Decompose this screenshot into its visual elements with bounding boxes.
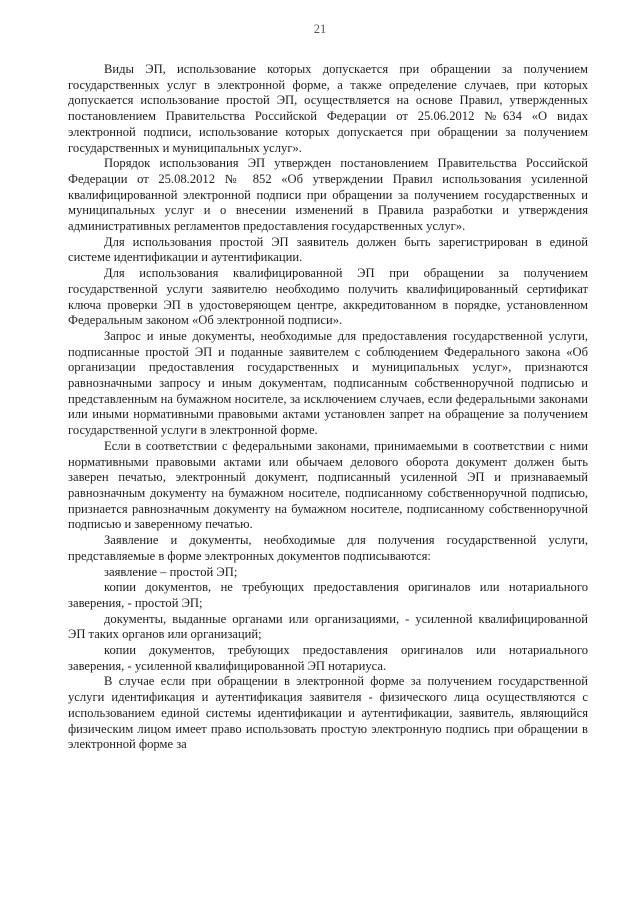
- paragraph-ep-procedure: Порядок использования ЭП утвержден постановлением Правительства Российской Федерации от 25.08.2012 № 852 «Об утверждении Правил использования усиленной квалифицированной электронной подписи при обращении за получением государственных и муниципальных услуг и о внесении изменений в Правила разработки и утверждения административных регламентов предоставления государственных услуг».: [68, 156, 588, 234]
- list-item-issued-documents: документы, выданные органами или организациями, - усиленной квалифицированной ЭП таких органов или организаций;: [68, 611, 588, 642]
- paragraph-ep-types: Виды ЭП, использование которых допускается при обращении за получением государственных услуг в электронной форме, а также определение случаев, при которых допускается использование простой ЭП, осуществляется на основе Правил, утвержденных постановлением Правительства Российской Федерации от 25.06.2012 №634 «О видах электронной подписи, использование которых допускается при обращении за получением государственных и муниципальных услуг».: [68, 62, 588, 155]
- paragraph-signing-intro: Заявление и документы, необходимые для получения государственной услуги, представляемые в форме электронных документов подписываются:: [68, 533, 588, 563]
- page-number: 21: [313, 22, 327, 36]
- paragraph-seal-requirement: Если в соответствии с федеральными законами, принимаемыми в соответствии с ними нормативными правовыми актами или обычаем делового оборота документ должен быть заверен печатью, электронный документ, подписанный усиленной ЭП и признаваемый равнозначным документу на бумажном носителе, подписанному собственноручной подписью, признается равнозначным документу на бумажном носителе, подписанному собственноручной подписью и заверенному печатью.: [68, 438, 588, 532]
- paragraph-identification: В случае если при обращении в электронной форме за получением государственной услуги идентификация и аутентификация заявителя - физического лица осуществляются с использованием единой системы идентификации и аутентификации, заявитель, являющийся физическим лицом имеет право использовать простую электронную подпись при обращении в электронной форме за: [68, 674, 588, 752]
- list-item-application: заявление – простой ЭП;: [104, 564, 238, 579]
- paragraph-simple-ep: Для использования простой ЭП заявитель должен быть зарегистрирован в единой системе идентификации и аутентификации.: [68, 234, 588, 265]
- list-item-copies-simple: копии документов, не требующих предоставления оригиналов или нотариального заверения, - простой ЭП;: [68, 580, 588, 610]
- paragraph-qualified-ep: Для использования квалифицированной ЭП при обращении за получением государственной услуги заявителю необходимо получить квалифицированный сертификат ключа проверки ЭП в удостоверяющем центре, аккредитованном в порядке, установленном Федеральным законом «Об электронной подписи».: [68, 266, 588, 328]
- document-body: [68, 62, 588, 753]
- paragraph-request-documents: Запрос и иные документы, необходимые для предоставления государственной услуги, подписанные простой ЭП и поданные заявителем с соблюдением Федерального закона «Об организации предоставления государственных и муниципальных услуг», признаются равнозначными запросу и иным документам, подписанным собственноручной подписью и представленным на бумажном носителе, за исключением случаев, если федеральными законами или иными нормативными правовыми актами установлен запрет на обращение за получением государственной услуги в электронной форме.: [68, 328, 588, 438]
- list-item-copies-notary: копии документов, требующих предоставления оригиналов или нотариального заверения, - усиленной квалифицированной ЭП нотариуса.: [68, 643, 588, 673]
